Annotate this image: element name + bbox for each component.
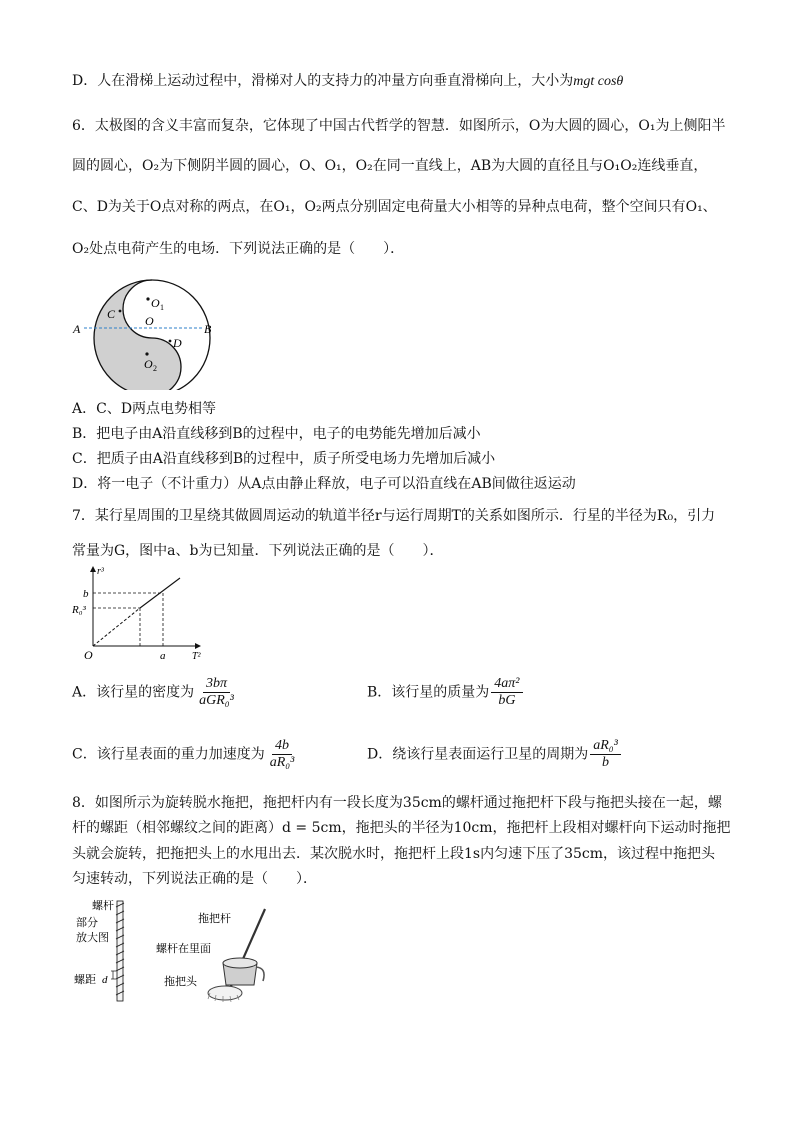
q6-line-1: 6．太极图的含义丰富而复杂，它体现了中国古代哲学的智慧．如图所示，O为大圆的圆心，O₁为上侧阳半 — [72, 118, 726, 134]
label-o1: O — [151, 296, 160, 310]
label-luogan: 螺杆 — [92, 900, 114, 912]
q6-line-4: O₂处点电荷产生的电场．下列说法正确的是（ ）． — [72, 241, 405, 257]
label-o1-sub: 1 — [160, 303, 164, 312]
label-o2: O — [144, 357, 153, 371]
q8-line-1: 8．如图所示为旋转脱水拖把，拖把杆内有一段长度为35cm的螺杆通过拖把杆下段与拖把头接在一起，螺 — [72, 795, 722, 811]
mop-figure — [70, 895, 300, 1015]
fraction: $\frac{\text{4aπ²}}{bG}$ — [491, 676, 522, 709]
q7-option-b: B．该行星的质量为 $\frac{\text{4aπ²}}{bG}$ — [367, 676, 525, 709]
q7-option-c: C．该行星表面的重力加速度为 $\frac{4b}{\text{aR₀³}}$ — [72, 738, 299, 771]
q6-option-b: B．把电子由A沿直线移到B的过程中，电子的电势能先增加后减小 — [72, 426, 481, 442]
label-r0: R₀³ — [72, 604, 86, 616]
q6-option-d: D．将一电子（不计重力）从A点由静止释放，电子可以沿直线在AB间做往返运动 — [72, 476, 576, 492]
label-a: a — [160, 650, 166, 662]
label-origin: O — [84, 648, 93, 662]
prev-option-d: D．人在滑梯上运动过程中，滑梯对人的支持力的冲量方向垂直滑梯向上，大小为mgt cosθ — [72, 73, 624, 89]
label-b: b — [83, 588, 89, 600]
bucket-handle — [256, 967, 264, 981]
label-d: d — [102, 974, 108, 986]
fraction: $\frac{\text{aR₀³}}{b}$ — [590, 738, 621, 771]
taiji-figure — [70, 268, 230, 390]
r3-t2-graph — [70, 560, 215, 664]
label-c: C — [107, 307, 116, 321]
label-o: O — [145, 314, 154, 328]
q7-option-a: A．该行星的密度为 $\frac{3b\pi}{\text{aGR₀³}}$ — [72, 676, 239, 709]
y-axis-label: r³ — [97, 566, 104, 577]
label-luoju: 螺距 — [74, 974, 96, 986]
point-d — [169, 340, 172, 343]
q7-option-d: D．绕该行星表面运行卫星的周期为 $\frac{\text{aR₀³}}{b}$ — [367, 738, 623, 771]
point-c — [119, 310, 122, 313]
fraction: $\frac{4b}{\text{aR₀³}}$ — [269, 738, 295, 771]
q6-option-c: C．把质子由A沿直线移到B的过程中，质子所受电场力先增加后减小 — [72, 451, 496, 467]
q8-line-2: 杆的螺距（相邻螺纹之间的距离）d = 5cm，拖把头的半径为10cm，拖把杆上段相对螺杆向下运动时拖把 — [72, 820, 731, 836]
fraction: $\frac{3b\pi}{\text{aGR₀³}}$ — [199, 676, 234, 709]
q7-line-1: 7．某行星周围的卫星绕其做圆周运动的轨道半径r与运行周期T的关系如图所示．行星的半径为R₀，引力 — [72, 508, 716, 524]
label-a: A — [73, 322, 81, 336]
q8-line-3: 头就会旋转，把拖把头上的水甩出去．某次脱水时，拖把杆上段1s内匀速下压了35cm，该过程中拖把头 — [72, 846, 716, 862]
point-o1 — [146, 297, 149, 300]
label-bufen: 部分 — [76, 917, 98, 929]
label-fangdatu: 放大图 — [76, 932, 109, 944]
q6-option-a: A．C、D两点电势相等 — [72, 401, 217, 417]
q7-line-2: 常量为G，图中a、b为已知量．下列说法正确的是（ ）． — [72, 543, 444, 559]
label-o2-sub: 2 — [153, 364, 157, 373]
mop-head — [208, 986, 242, 1000]
label-tuobagan: 拖把杆 — [198, 913, 231, 925]
q6-line-3: C、D为关于O点对称的两点，在O₁，O₂两点分别固定电荷量大小相等的异种点电荷，整个空间只有O₁、 — [72, 199, 717, 215]
q6-line-2: 圆的圆心，O₂为下侧阴半圆的圆心，O、O₁，O₂在同一直线上，AB为大圆的直径且与O₁O₂连线垂直， — [72, 158, 708, 174]
dashed-extension — [93, 608, 140, 646]
bucket-rim — [223, 958, 257, 968]
yin-region — [94, 280, 181, 390]
q8-line-4: 匀速转动，下列说法正确的是（ ）． — [72, 871, 317, 887]
label-b: B — [204, 322, 212, 336]
point-o2 — [145, 352, 148, 355]
x-axis-label: T² — [192, 651, 201, 662]
label-tuobatou: 拖把头 — [164, 976, 197, 988]
label-d: D — [173, 336, 182, 350]
label-luoganlimian: 螺杆在里面 — [156, 943, 211, 955]
